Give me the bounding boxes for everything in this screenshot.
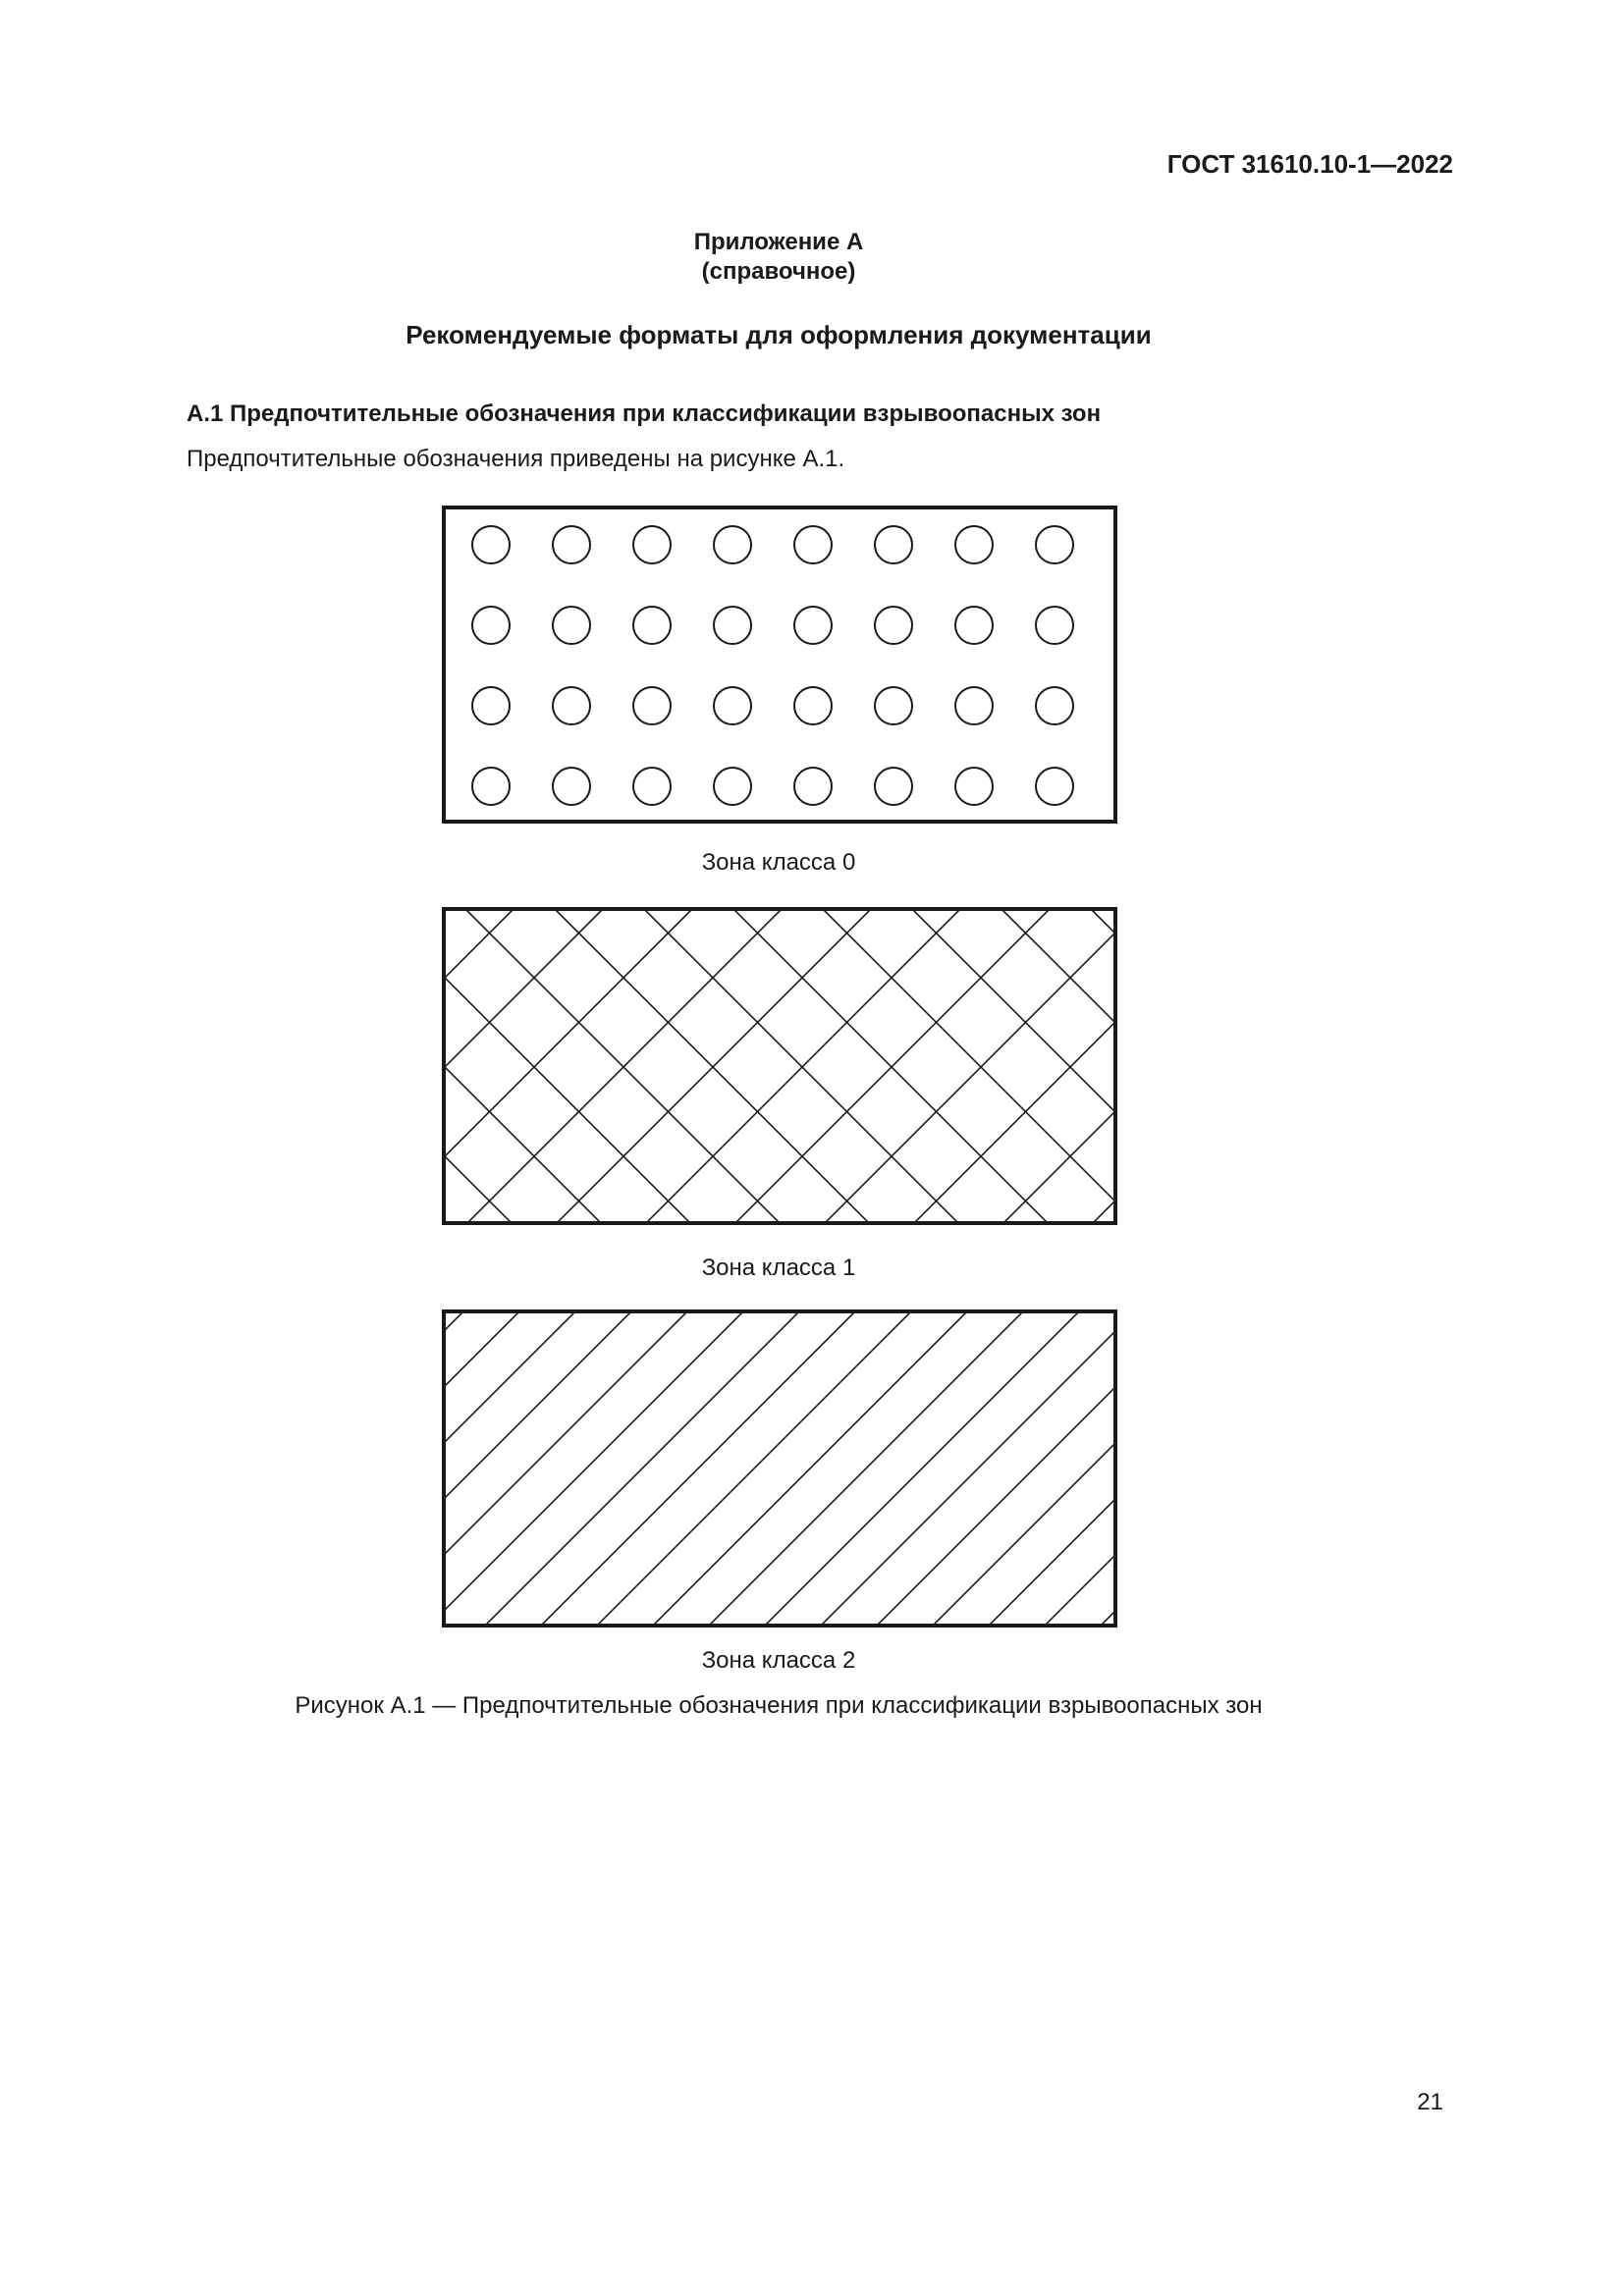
section-text: Предпочтительные обозначения приведены на рисунке А.1. <box>187 446 845 472</box>
annex-label <box>0 228 1557 287</box>
hatch-line <box>1099 1311 1415 1628</box>
annex-type: (справочное) <box>701 258 856 285</box>
hatch-line <box>1091 909 1407 1225</box>
zone-background <box>444 1311 1115 1626</box>
section-title: А.1 Предпочтительные обозначения при классификации взрывоопасных зон <box>187 400 1102 427</box>
zone-class-1-symbol <box>442 907 1117 1225</box>
hatch-line <box>108 909 424 1225</box>
hatch-line <box>1091 909 1407 1225</box>
hatch-line <box>147 1311 463 1628</box>
figure-caption: Рисунок А.1 — Предпочтительные обозначения при классификации взрывоопасных зон <box>295 1692 1263 1719</box>
standard-number: ГОСТ 31610.10-1—2022 <box>1166 149 1453 179</box>
hatch-line <box>108 909 424 1225</box>
zone-class-0-caption: Зона класса 0 <box>701 849 856 876</box>
zone-class-2-symbol <box>442 1309 1117 1628</box>
page-number: 21 <box>1417 2089 1443 2115</box>
zone-frame <box>444 507 1115 822</box>
zone-class-0-symbol <box>442 506 1117 824</box>
annex-heading: Рекомендуемые форматы для оформления документации <box>406 320 1152 349</box>
zone-class-2-caption: Зона класса 2 <box>701 1647 856 1674</box>
annex-title: Приложение А <box>693 229 864 255</box>
zone-class-1-caption: Зона класса 1 <box>701 1255 856 1281</box>
